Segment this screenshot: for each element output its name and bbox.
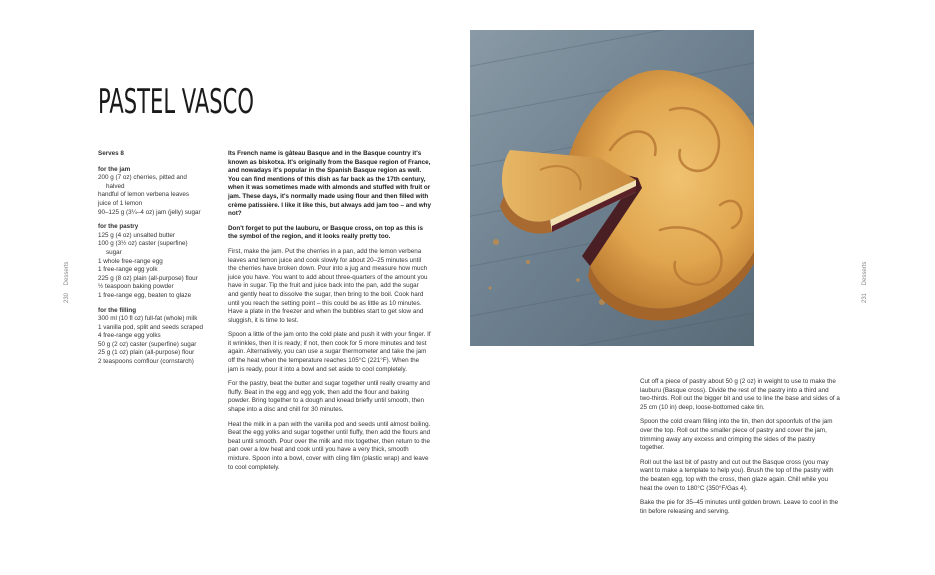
pie-photo-illustration bbox=[470, 30, 754, 346]
method-paragraph: First, make the jam. Put the cherries in a pan, add the lemon verbena leaves and lemon juice and cook slowly for about 20–25 minutes until the cherries have broken down. Pour into a jug and measure how much juice you have. You want to add about three-quarters of the amount you have in sugar. Tip the fruit and juice back into the pan, add the sugar and gently heat to dissolve the sugar, then bring to the boil. Cook hard until you reach the setting point – this could be as little as 10 minutes. Have a plate in the freezer and when the bubbles start to get slow and sluggish, it is time to test. bbox=[228, 247, 428, 324]
ingredient-line: 300 ml (10 fl oz) full-fat (whole) milk bbox=[98, 315, 198, 323]
ingredient-line: ½ teaspoon baking powder bbox=[98, 283, 174, 291]
left-page-margin-label bbox=[64, 262, 70, 303]
ingredient-line: 225 g (8 oz) plain (all-purpose) flour bbox=[98, 274, 198, 282]
method-paragraph: Heat the milk in a pan with the vanilla pod and seeds until almost boiling. Beat the egg yolks and sugar together until fluffy, then add the flours and beat until smooth. Pour over the milk and mix together, then return to the pan over a low heat and cook until you have a very thick, smooth mixture. Spoon into a bowl, cover with cling film (plastic wrap) and leave to cool completely. bbox=[228, 420, 431, 471]
method-paragraph: For the pastry, beat the butter and sugar together until really creamy and fluffy. Beat in the egg and egg yolk, then add the flour and baking powder. Bring together to a dough and knead briefly until smooth, then shape into a disc and chill for 30 minutes. bbox=[228, 380, 430, 414]
ingredient-line: handful of lemon verbena leaves bbox=[98, 191, 190, 199]
right-page-number: 231 bbox=[862, 292, 868, 303]
ingredient-line: 2 teaspoons cornflour (cornstarch) bbox=[98, 358, 194, 366]
ingredient-line: sugar bbox=[106, 248, 122, 256]
ingredient-group-title: for the pastry bbox=[98, 223, 139, 231]
method-steps-right bbox=[640, 378, 840, 516]
pastel-vasco-photo bbox=[470, 30, 754, 346]
ingredient-line: 100 g (3½ oz) caster (superfine) bbox=[98, 240, 188, 248]
ingredient-line: 200 g (7 oz) cherries, pitted and bbox=[98, 174, 187, 182]
method-steps-left bbox=[228, 248, 431, 472]
ingredient-line: 1 vanilla pod, split and seeds scraped bbox=[98, 323, 204, 331]
ingredient-group-title: for the jam bbox=[98, 165, 131, 173]
ingredients-list bbox=[98, 150, 218, 367]
ingredient-line: 25 g (1 oz) plain (all-purpose) flour bbox=[98, 349, 195, 357]
left-page bbox=[0, 0, 467, 575]
right-section-name: Desserts bbox=[862, 261, 868, 286]
ingredient-line: 125 g (4 oz) unsalted butter bbox=[98, 231, 176, 239]
right-page-margin-label bbox=[862, 262, 868, 303]
ingredient-group bbox=[98, 166, 218, 218]
ingredient-line: 1 free-range egg, beaten to glaze bbox=[98, 291, 192, 299]
method-column-left bbox=[228, 150, 431, 478]
recipe-title: PASTEL VASCO bbox=[98, 82, 254, 122]
intro-paragraph: Don't forget to put the lauburu, or Basque cross, on top as this is the symbol of the region, and it looks really pretty too. bbox=[228, 224, 423, 241]
ingredient-line: juice of 1 lemon bbox=[98, 199, 143, 207]
method-column-right bbox=[640, 378, 840, 522]
ingredient-group bbox=[98, 223, 218, 300]
ingredient-line: halved bbox=[106, 182, 125, 190]
ingredient-line: 1 free-range egg yolk bbox=[98, 266, 158, 274]
ingredient-line: 1 whole free-range egg bbox=[98, 257, 163, 265]
ingredient-line: 50 g (2 oz) caster (superfine) sugar bbox=[98, 340, 197, 348]
method-paragraph: Spoon the cold cream filling into the tin, then dot spoonfuls of the jam over the top. Roll out the smaller piece of pastry and cover the jam, trimming away any excess and crimping the sides of the pastry together. bbox=[640, 418, 833, 452]
method-paragraph: Spoon a little of the jam onto the cold plate and push it with your finger. If it wrinkles, then it is ready; if not, then cook for 5 more minutes and test again. Alternatively, you can use a sugar thermometer and take the jam off the heat when the temperature reaches 105°C (221°F). When the jam is ready, pour it into a bowl and set aside to cool completely. bbox=[228, 331, 431, 373]
ingredient-group-title: for the filling bbox=[98, 306, 137, 314]
left-page-number: 230 bbox=[64, 292, 70, 303]
method-paragraph: Bake the pie for 35–45 minutes until golden brown. Leave to cool in the tin before releasing and serving. bbox=[640, 499, 839, 515]
ingredient-groups bbox=[98, 166, 218, 367]
intro bbox=[228, 150, 431, 242]
method-paragraph: Roll out the last bit of pastry and cut out the Basque cross (you may want to make a template to help you). Brush the top of the pastry with the beaten egg, top with the cross, then glaze again. Chill while you heat the oven to 180°C (350°F/Gas 4). bbox=[640, 458, 834, 492]
left-section-name: Desserts bbox=[64, 261, 70, 286]
intro-paragraph: Its French name is gâteau Basque and in the Basque country it's known as biskotxa. It's originally from the Basque region of France, and nowadays it's popular in the Spanish Basque region as well. You can find mentions of this dish as far back as the 17th century, when it was sometimes made with almonds and stuffed with fruit or jam. These days, it's normally made using flour and then filled with crème patissière. I like it like this, but always add jam too – and why not? bbox=[228, 150, 431, 218]
ingredient-line: 90–125 g (3¼–4 oz) jam (jelly) sugar bbox=[98, 208, 201, 216]
serves: Serves 8 bbox=[98, 150, 124, 157]
ingredient-line: 4 free-range egg yolks bbox=[98, 332, 161, 340]
method-paragraph: Cut off a piece of pastry about 50 g (2 oz) in weight to use to make the lauburu (Basque cross). Divide the rest of the pastry into a third and two-thirds. Roll out the bigger bit and use to line the base and sides of a 25 cm (10 in) deep, loose-bottomed cake tin. bbox=[640, 378, 840, 411]
ingredient-group bbox=[98, 307, 218, 367]
